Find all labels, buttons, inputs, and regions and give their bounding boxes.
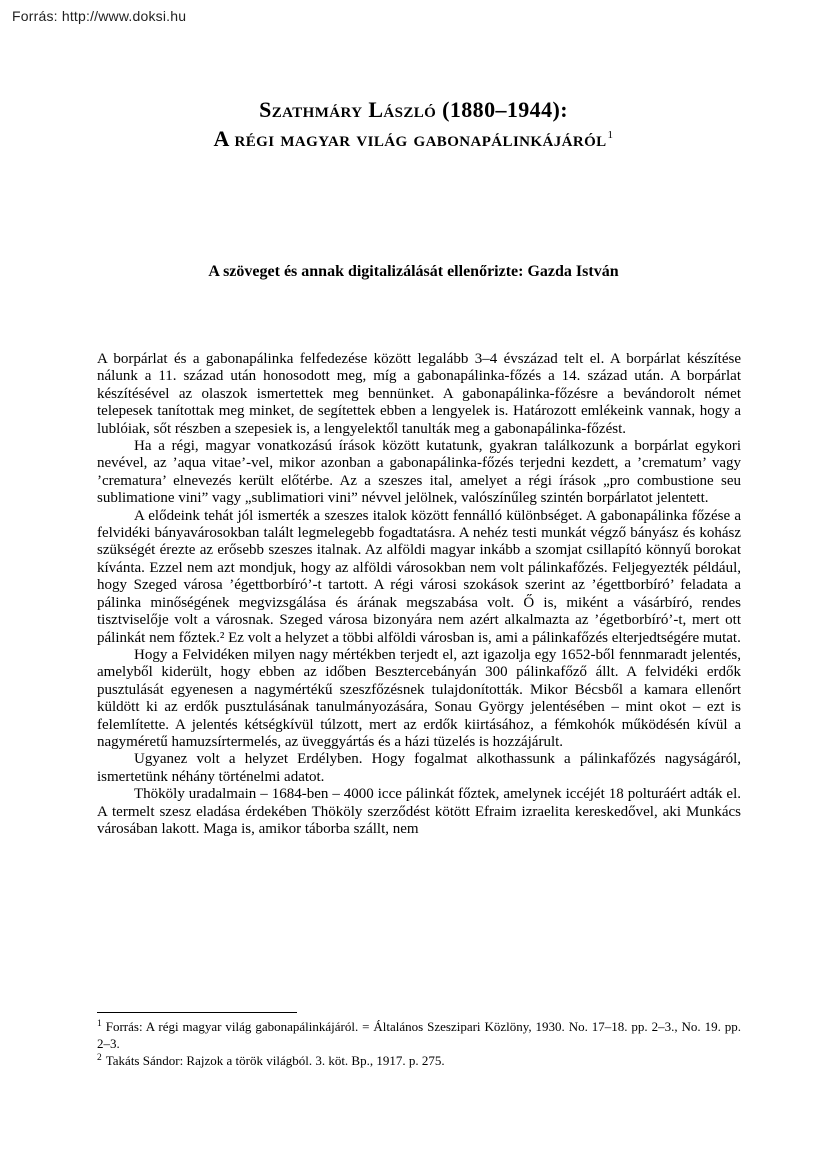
body-text [97,351,741,838]
footnote-1-number: 1 [97,1019,102,1029]
paragraph-1: A borpárlat és a gabonapálinka felfedezése között legalább 3–4 évszázad telt el. A borpárlat készítése nálunk a 11. század után honosodott meg, míg a gabonapálinka-főzés a 14. század után. A borpárlat készítésével az olaszok ismertettek meg bennünket. A gabonapálinka-főzésre a bevándorolt német telepesek tanítottak meg minket, de segítettek ebben a lengyelek is. Határozott emlékeink vannak, hogy a lublóiak, sőt részben a szepesiek is, a lengyelektől tanulták meg a gabonapálinka-főzést. [97,351,741,437]
title-line-1 [0,95,827,124]
paragraph-2: Ha a régi, magyar vonatkozású írások között kutatunk, gyakran találkozunk a borpárlat egykori nevével, az ’aqua vitae’-vel, mikor azonban a gabonapálinka-főzés terjedni kezdett, a ’crematum’ vagy ’crematura’ elnevezés került előtérbe. Az a szeszes ital, amelyet a régi írások „pro combustione seu sublimatione vini” vagy „sublimatiori vini” névvel jelölnek, valószínűleg szintén borpárlatot jelentett. [97,438,741,507]
editor-credit-line: A szöveget és annak digitalizálását ellenőrizte: Gazda István [208,263,619,280]
title-line-2 [0,124,827,153]
paragraph-3: A elődeink tehát jól ismerték a szeszes italok között fennálló különbséget. A gabonapálinka főzése a felvidéki bányavárosokban talált legmelegebb fogadtatásra. A nehéz testi munkát végző bányász és kohász szükségét érezte az erősebb szeszes italnak. Az alföldi magyar inkább a szomjat csillapító könnyű borokat kívánta. Ezzel nem azt mondjuk, hogy az alföldi városokban nem volt pálinkafőzés. Feljegyezték például, hogy Szeged városa ’égettborbíró’-t tartott. A régi városi szokások szerint az ’égettborbíró’ feladata a pálinka minőségének megvizsgálása és árának megszabása volt. Ő is, miként a vásárbíró, rendes tisztviselője volt a városnak. Szeged városa bizonyára nem azért alkalmazta az ’égetborbíró’-t, mert ott pálinkát nem főztek.² Ez volt a helyzet a többi alföldi városban is, ami a pálinkafőzés elterjedtségére mutat. [97,507,741,646]
paragraph-4: Hogy a Felvidéken milyen nagy mértékben terjedt el, azt igazolja egy 1652-ből fennmaradt jelentés, amelyből kiderült, hogy ebben az időben Besztercebányán 300 pálinkafőző állt. A felvidéki erdők pusztulását egyenesen a nagymértékű szeszfőzésnek tulajdonították. Mikor Bécsből a kamara ellenőrt küldött ki az erdők pusztulásának tanulmányozására, Sonau György jelentésében – mint okot – ezt is felemlítette. A jelentés kétségkívül túlzott, mert az erdők kiirtásához, a fémkohók működésén kívül a nagyméretű hamuzsírtermelés, az üveggyártás és a házi tüzelés is hozzájárult. [97,646,741,750]
footnote-2-number: 2 [97,1053,102,1063]
footnote-1-text: Forrás: A régi magyar világ gabonapálinkájáról. = Általános Szeszipari Közlöny, 1930. No. 17–18. pp. 2–3., No. 19. pp. 2–3. [97,1019,741,1051]
footnote-separator [97,1012,297,1013]
source-url-text: Forrás: http://www.doksi.hu [12,8,187,24]
footnote-2 [97,1053,741,1070]
document-title [0,95,827,153]
title-line-2-text: A régi magyar világ gabonapálinkájáról [213,126,607,151]
footnote-2-text: Takáts Sándor: Rajzok a török világból. 3. köt. Bp., 1917. p. 275. [105,1053,445,1068]
paragraph-6: Thököly uradalmain – 1684-ben – 4000 icce pálinkát főztek, amelynek iccéjét 18 polturáért adták el. A termelt szesz eladása érdekében Thököly szerződést kötött Efraim izraelita kereskedővel, aki Munkács városában lakott. Maga is, amikor táborba szállt, nem [97,786,741,837]
title-line-1-text: Szathmáry László (1880–1944): [259,97,568,122]
title-footnote-ref: 1 [607,129,614,141]
paragraph-5: Ugyanez volt a helyzet Erdélyben. Hogy fogalmat alkothassunk a pálinkafőzés nagyságáról, ismertetünk néhány történelmi adatot. [97,751,741,785]
footnotes [97,1019,741,1071]
footnote-1 [97,1019,741,1052]
